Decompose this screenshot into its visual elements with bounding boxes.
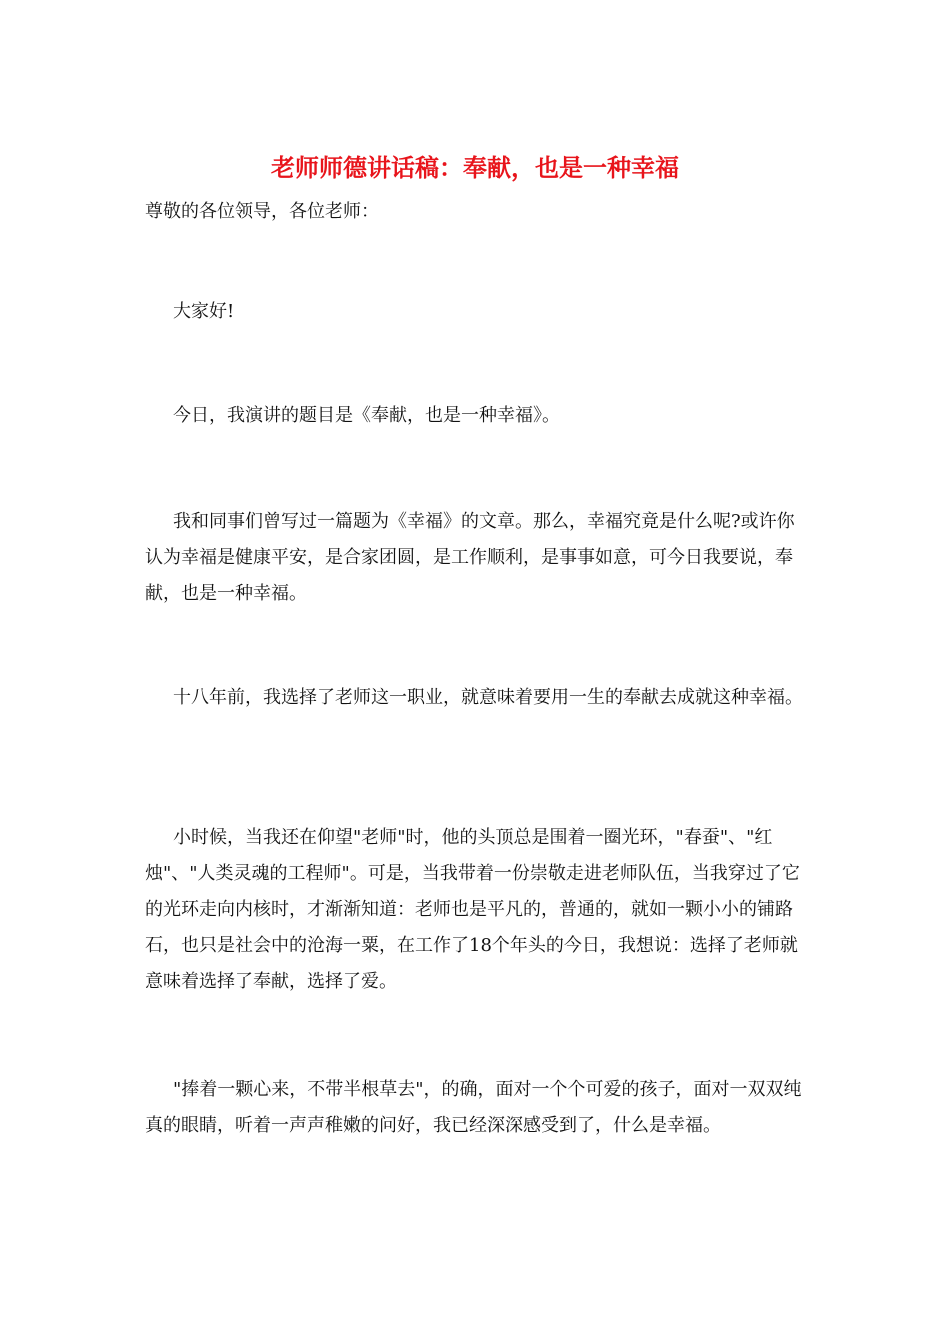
paragraph-greeting: 大家好! (173, 301, 235, 322)
paragraph-topic: 今日，我演讲的题目是《奉献，也是一种幸福》。 (173, 405, 560, 426)
paragraph-happiness: 我和同事们曾写过一篇题为《幸福》的文章。那么，幸福究竟是什么呢?或许你认为幸福是健康平安，是合家团圆，是工作顺利，是事事如意，可今日我要说，奉献，也是一种幸福。 (145, 511, 795, 604)
document-title: 老师师德讲话稿：奉献，也是一种幸福 (271, 153, 679, 182)
paragraph-career-choice: 十八年前，我选择了老师这一职业，就意味着要用一生的奉献去成就这种幸福。 (173, 687, 803, 708)
paragraph-childhood: 小时候，当我还在仰望"老师"时，他的头顶总是围着一圈光环，"春蚕"、"红烛"、"人类灵魂的工程师"。可是，当我带着一份崇敬走进老师队伍，当我穿过了它的光环走向内核时，才渐渐知道：老师也是平凡的，普通的，就如一颗小小的铺路石，也只是社会中的沧海一粟，在工作了18个年头的今日，我想说：选择了老师就意味着选择了奉献，选择了爱。 (145, 827, 800, 992)
paragraph-devotion: "捧着一颗心来，不带半根草去"，的确，面对一个个可爱的孩子，面对一双双纯真的眼睛，听着一声声稚嫩的问好，我已经深深感受到了，什么是幸福。 (145, 1079, 802, 1136)
salutation: 尊敬的各位领导，各位老师： (145, 201, 379, 222)
